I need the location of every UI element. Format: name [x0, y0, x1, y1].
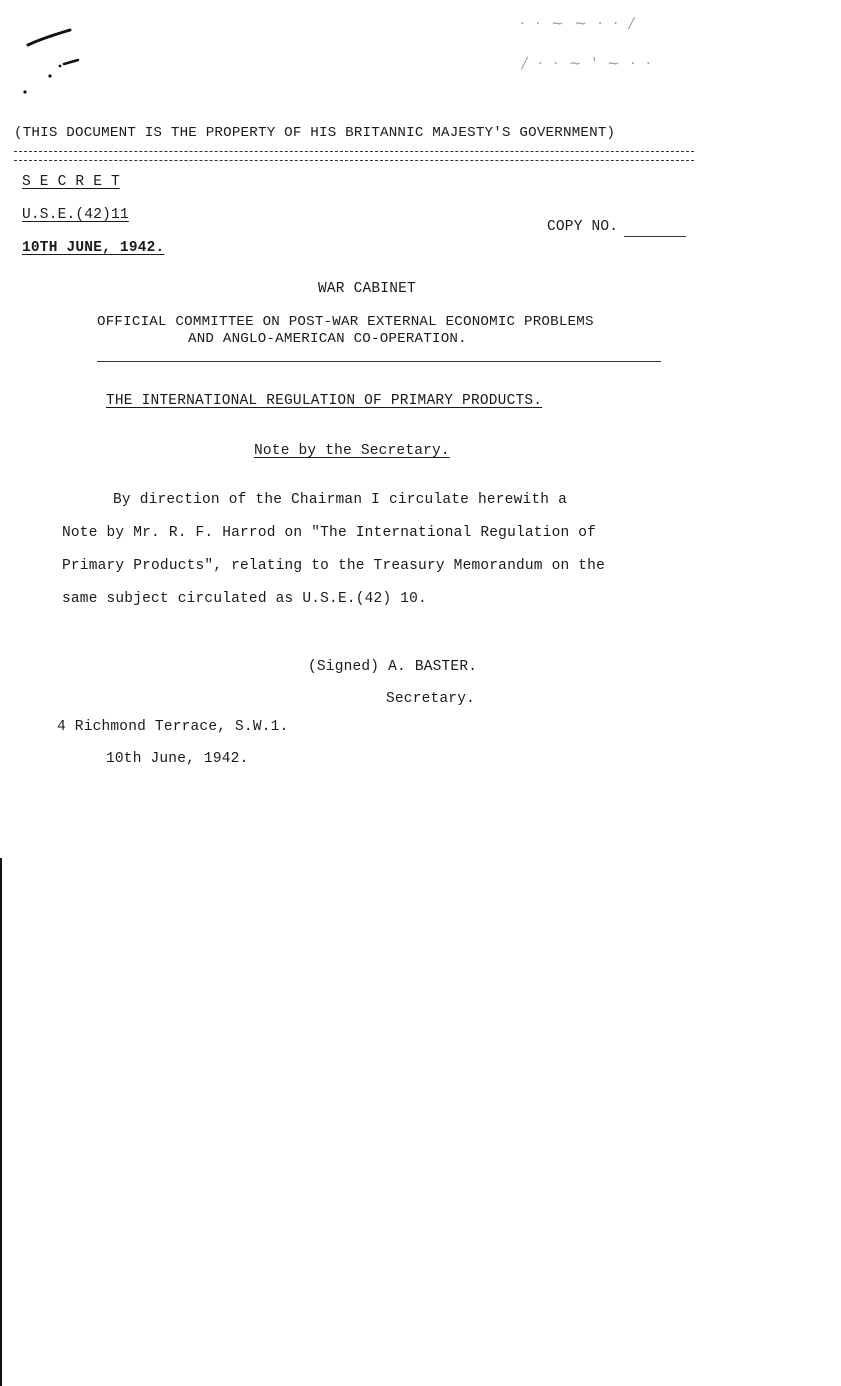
signature-line: (Signed) A. BASTER.: [308, 659, 478, 675]
document-title: THE INTERNATIONAL REGULATION OF PRIMARY PRODUCTS.: [106, 393, 543, 409]
handwritten-annotation-2: / · · ~ ' ~ · ·: [522, 54, 654, 72]
paragraph-line-1: By direction of the Chairman I circulate herewith a: [113, 492, 567, 508]
paragraph-line-4: same subject circulated as U.S.E.(42) 10.: [62, 591, 427, 607]
paragraph-line-3: Primary Products", relating to the Treasury Memorandum on the: [62, 558, 605, 574]
document-date: 10TH JUNE, 1942.: [22, 240, 165, 256]
header-divider: [14, 151, 694, 152]
copy-number-label: COPY NO.: [547, 219, 619, 235]
war-cabinet-heading: WAR CABINET: [318, 281, 416, 297]
paragraph-line-2: Note by Mr. R. F. Harrod on "The International Regulation of: [62, 525, 597, 541]
document-subtitle: Note by the Secretary.: [254, 443, 450, 459]
handwritten-annotation: · · ~ ~ · · /: [520, 14, 637, 32]
copy-number-line: [624, 236, 686, 237]
ink-mark: [20, 20, 100, 100]
committee-divider: [97, 361, 661, 362]
property-notice: (THIS DOCUMENT IS THE PROPERTY OF HIS BRITANNIC MAJESTY'S GOVERNMENT): [14, 125, 616, 141]
signature-role: Secretary.: [386, 691, 476, 707]
committee-heading-line2: AND ANGLO-AMERICAN CO-OPERATION.: [188, 331, 467, 347]
classification: S E C R E T: [22, 174, 120, 190]
scan-edge-line: [0, 858, 2, 1386]
footer-date: 10th June, 1942.: [106, 751, 249, 767]
committee-heading-line1: OFFICIAL COMMITTEE ON POST-WAR EXTERNAL ECONOMIC PROBLEMS: [97, 314, 594, 330]
header-divider-2: [14, 160, 694, 161]
sender-address: 4 Richmond Terrace, S.W.1.: [57, 719, 289, 735]
reference-number: U.S.E.(42)11: [22, 207, 129, 223]
